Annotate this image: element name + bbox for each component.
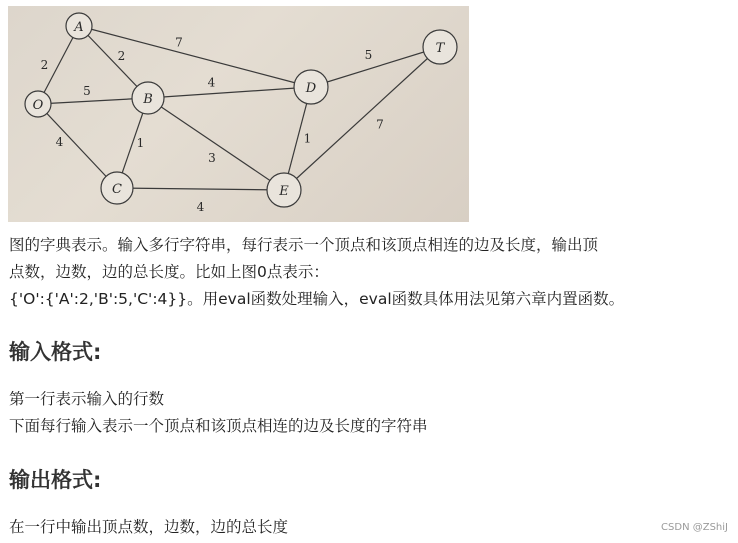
- edge-D-T: [311, 47, 440, 87]
- edge-weight-C-E: 4: [196, 200, 205, 214]
- edge-C-E: [117, 188, 284, 190]
- output-format-text: [9, 514, 288, 541]
- output-format-line-1: 在一行中输出顶点数，边数，边的总长度: [9, 518, 289, 536]
- description-line-1: 图的字典表示。输入多行字符串，每行表示一个顶点和该顶点相连的边及长度，输出顶: [9, 236, 599, 254]
- description-line-3: {'O':{'A':2,'B':5,'C':4}}。用eval函数处理输入，eval函数具体用法见第六章内置函数。: [9, 290, 625, 308]
- input-format-line-2: 下面每行输入表示一个顶点和该顶点相连的边及长度的字符串: [9, 417, 428, 435]
- node-label-E: E: [279, 184, 289, 199]
- edge-weight-B-C: 1: [136, 136, 145, 150]
- edge-weight-O-B: 5: [83, 84, 91, 98]
- edge-A-D: [79, 26, 311, 87]
- graph-svg: [8, 6, 469, 222]
- node-label-C: C: [112, 182, 122, 197]
- input-format-heading: 输入格式:: [9, 340, 102, 364]
- edge-O-C: [38, 104, 117, 188]
- input-format-text: [9, 386, 428, 440]
- graph-figure: [8, 6, 469, 222]
- edge-weight-B-E: 3: [208, 151, 216, 165]
- edge-B-D: [148, 87, 311, 98]
- edge-B-E: [148, 98, 284, 190]
- edge-weight-O-C: 4: [55, 135, 64, 149]
- node-label-B: B: [143, 92, 153, 107]
- edge-weight-B-D: 4: [207, 75, 216, 90]
- node-label-T: T: [435, 41, 445, 56]
- csdn-watermark: CSDN @ZShiJ: [661, 522, 728, 533]
- description-line-2: 点数，边数，边的总长度。比如上图0点表示：: [9, 263, 329, 281]
- node-label-D: D: [305, 81, 317, 96]
- edge-weight-A-D: 7: [175, 35, 183, 50]
- edge-weight-D-E: 1: [303, 131, 312, 146]
- node-label-O: O: [32, 98, 44, 113]
- problem-description: [9, 232, 731, 313]
- output-format-heading: 输出格式:: [9, 468, 102, 492]
- node-label-A: A: [74, 20, 84, 35]
- edge-weight-A-B: 2: [117, 49, 126, 63]
- edge-weight-E-T: 7: [376, 117, 384, 132]
- edge-weight-D-T: 5: [364, 48, 373, 62]
- input-format-line-1: 第一行表示输入的行数: [9, 390, 165, 408]
- edge-E-T: [284, 47, 440, 190]
- edge-weight-O-A: 2: [40, 58, 49, 72]
